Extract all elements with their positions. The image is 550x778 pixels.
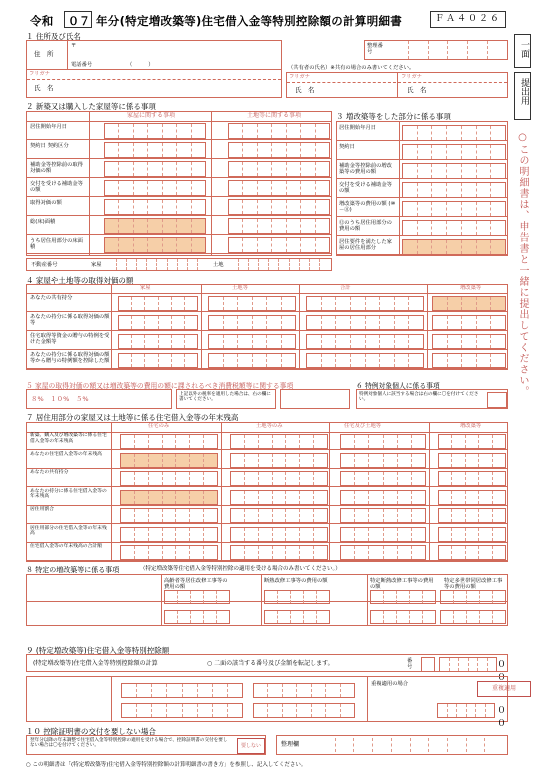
- s9-zeros2: ００: [497, 706, 507, 729]
- s7-both-cells[interactable]: [340, 453, 426, 468]
- s2-col-house: 家屋に関する事項: [127, 112, 176, 119]
- s7-col-renovation: 増改築等: [460, 423, 482, 429]
- name-input[interactable]: [67, 81, 277, 97]
- s8-cells[interactable]: [440, 610, 506, 624]
- s9-calc-note: (特定増改築等)住宅借入金等特別控除額の計算: [33, 660, 158, 667]
- s9-reduction-label: 重複適用の場合: [371, 681, 409, 687]
- year-value: ０７: [68, 15, 90, 28]
- s8-col-multigeneration: 特定多世帯同居改修工事等の費用の額: [444, 578, 503, 591]
- s7-land-cells[interactable]: [230, 434, 328, 449]
- s2-row-label: 総(床)面積: [30, 219, 56, 225]
- tax-rate-options: ８% １０% ５%: [31, 395, 89, 403]
- s4-col-renovation: 増改築等: [460, 285, 482, 291]
- submit-notice: ○この明細書は、申告書と一緒に提出してください。: [517, 132, 528, 397]
- s10-mark-check[interactable]: 要しない: [237, 738, 265, 754]
- s7-row-label: 新築、購入及び増改築等に係る住宅借入金等の年末残高: [30, 433, 107, 444]
- s2-land-cells[interactable]: [228, 180, 330, 196]
- s2-row-label: 契約日 契約区分: [30, 143, 69, 149]
- special-person-note: 特例対象個人に該当する場合は右の欄に〇を付けてください。: [359, 392, 479, 403]
- s7-land-cells[interactable]: [230, 471, 328, 486]
- section7-title: ７ 居住用部分の家屋又は土地等に係る住宅借入金等の年末残高: [26, 413, 239, 422]
- phone-label: 電話番号: [71, 62, 93, 68]
- s7-land-cells[interactable]: [230, 527, 328, 542]
- s2-house-cells[interactable]: [104, 123, 206, 139]
- s7-both-cells[interactable]: [340, 434, 426, 449]
- s3-cells[interactable]: [402, 163, 506, 179]
- special-person-box: [356, 389, 508, 409]
- s7-renovation-cells[interactable]: [438, 471, 506, 486]
- section10-title: １０ 控除証明書の交付を要しない場合: [26, 727, 156, 736]
- s2-land-cells[interactable]: [228, 142, 330, 158]
- section3-title: ３ 増改築等をした部分に係る事項: [336, 112, 451, 121]
- real-estate-land-cells[interactable]: [229, 259, 329, 270]
- s7-both-cells[interactable]: [340, 545, 426, 560]
- s7-house-cells[interactable]: [120, 545, 218, 560]
- s8-cells[interactable]: [164, 610, 230, 624]
- s3-row-label: 交付を受ける補助金等の額: [339, 182, 392, 195]
- section9-reduction: [26, 676, 516, 729]
- s7-row-label: 居住用部分の住宅借入金等の年末残高: [30, 525, 107, 537]
- tax-note-box: [176, 389, 276, 409]
- s7-house-cells[interactable]: [120, 471, 218, 486]
- tax-other-input[interactable]: [280, 389, 350, 409]
- s4-house-cells[interactable]: [118, 334, 198, 349]
- s4-row-label: あなたの持分に係る取得対価の額等: [30, 314, 110, 327]
- s4-row-label: あなたの共有持分: [30, 295, 73, 301]
- s2-land-cells[interactable]: [228, 123, 330, 139]
- phone-input[interactable]: （ ）: [127, 62, 154, 68]
- form-code: ＦＡ４０２６: [430, 11, 506, 28]
- s7-renovation-cells[interactable]: [438, 453, 506, 468]
- s4-land-cells[interactable]: [208, 296, 296, 311]
- section10-box: [26, 735, 266, 755]
- s2-row-label: 取得対価の額: [30, 200, 62, 206]
- s3-row-label: 増改築等の費用の額 (⑩－⑪): [339, 201, 396, 214]
- s9-calc-note2: ○ 二面の該当する番号及び金額を転記します。: [207, 660, 334, 667]
- s7-house-cells[interactable]: [120, 490, 218, 505]
- s7-col-land: 土地等のみ: [256, 423, 283, 429]
- real-estate-house-cells[interactable]: [107, 259, 207, 270]
- furigana-label: フリガナ: [29, 71, 50, 77]
- s3-row-label: 契約日: [339, 144, 355, 150]
- s3-cells[interactable]: [402, 220, 506, 236]
- s10-note: 翌年分以降の年末調整で住宅借入金等特別控除の適用を受ける場合で、控除証明書の交付を要しない場合は〇を付けてください。: [30, 738, 228, 749]
- real-estate-house-label: 家屋: [91, 262, 102, 268]
- s2-house-cells[interactable]: [104, 237, 206, 253]
- coowner-block: [286, 72, 508, 98]
- copy-label-box: [514, 34, 531, 68]
- year-field[interactable]: [64, 11, 92, 28]
- s7-both-cells[interactable]: [340, 471, 426, 486]
- name-label: 氏 名: [34, 84, 54, 92]
- s4-col-house: 家屋: [140, 285, 151, 291]
- s7-row-label: あなたの持分に係る住宅借入金等の年末残高: [30, 488, 107, 500]
- s4-total-cells[interactable]: [306, 296, 424, 311]
- submit-label: 提出用: [519, 78, 529, 105]
- real-estate-label: 不動産番号: [31, 262, 58, 268]
- coowner2-furigana-label: フリガナ: [401, 74, 422, 80]
- s7-col-both: 住宅及び土地等: [344, 423, 382, 429]
- s2-row-label: 補助金等控除前の取得対価の額: [30, 162, 83, 175]
- s2-land-cells[interactable]: [228, 237, 330, 253]
- s3-cells[interactable]: [402, 125, 506, 141]
- era-label: 令和: [30, 14, 54, 28]
- s4-land-cells[interactable]: [208, 353, 296, 368]
- s4-renovation-cells[interactable]: [432, 334, 506, 349]
- s2-row-label: 交付を受ける補助金等の額: [30, 181, 83, 194]
- address-input[interactable]: [71, 51, 271, 63]
- s3-cells[interactable]: [402, 201, 506, 217]
- real-estate-number-row: [26, 258, 332, 271]
- s4-land-cells[interactable]: [208, 315, 296, 330]
- s2-house-cells[interactable]: [104, 180, 206, 196]
- s4-row-label: あなたの持分に係る取得対価の額等から贈与の特例額を控除した額: [30, 352, 110, 365]
- s7-renovation-cells[interactable]: [438, 490, 506, 505]
- s8-cells[interactable]: [370, 610, 436, 624]
- s7-row-label: 居住用割合: [30, 507, 54, 512]
- section4-title: ４ 家屋や土地等の取得対価の額: [26, 276, 134, 285]
- s2-col-land: 土地等に関する事項: [247, 112, 302, 119]
- ref-number-cells[interactable]: [389, 41, 507, 59]
- s7-house-cells[interactable]: [120, 508, 218, 523]
- s2-row-label: うち居住用部分の床面積: [30, 238, 83, 251]
- section9-title: ９ (特定増改築等)住宅借入金等特別控除額: [26, 646, 170, 655]
- s7-renovation-cells[interactable]: [438, 508, 506, 523]
- s7-house-cells[interactable]: [120, 434, 218, 449]
- s9-detail-cells-d[interactable]: [253, 703, 355, 718]
- s7-row-label: あなたの共有持分: [30, 470, 69, 475]
- s9-detail-cells-b[interactable]: [121, 703, 243, 718]
- s8-cells[interactable]: [264, 590, 330, 604]
- s7-row-label: 住宅借入金等の年末残高の合計額: [30, 544, 102, 549]
- coowner2-name-label: 氏 名: [407, 86, 427, 94]
- s4-total-cells[interactable]: [306, 334, 424, 349]
- s8-cells[interactable]: [164, 590, 230, 604]
- s9-detail-cells-a[interactable]: [121, 683, 243, 698]
- s8-cells[interactable]: [440, 590, 506, 604]
- s8-col-elderly: 高齢者等居住改修工事等の費用の額: [164, 578, 228, 591]
- s4-renovation-cells[interactable]: [432, 353, 506, 368]
- s8-col-special-insulation: 特定断熱改修工事等の費用の額: [370, 578, 434, 591]
- section2-title: ２ 新築又は購入した家屋等に係る事項: [26, 102, 156, 111]
- submit-label-box: [514, 72, 531, 120]
- s4-renovation-cells[interactable]: [432, 315, 506, 330]
- s8-col-insulation: 断熱改修工事等の費用の額: [264, 578, 328, 584]
- special-person-check[interactable]: [487, 392, 507, 408]
- s4-house-cells[interactable]: [118, 353, 198, 368]
- section5-title: ５ 家屋の取得対価の額又は増改築等の費用の額に課されるべき消費税額等に関する事項: [26, 382, 294, 390]
- s9-number-input[interactable]: [421, 657, 435, 672]
- s8-cells[interactable]: [370, 590, 436, 604]
- section8-title: ８ 特定の増改築等に係る事項: [26, 566, 120, 574]
- s8-cells[interactable]: [264, 610, 330, 624]
- s3-row-label: 居住要件を満たした家屋の居住用部分: [339, 239, 392, 252]
- s7-renovation-cells[interactable]: [438, 545, 506, 560]
- s7-col-house: 住宅のみ: [148, 423, 170, 429]
- form-title: 年分(特定増改築等)住宅借入金等特別控除額の計算明細書: [96, 14, 403, 28]
- section9-calc-row: [26, 654, 508, 683]
- s9-zeros: ００: [497, 660, 507, 683]
- s4-renovation-cells[interactable]: [432, 296, 506, 311]
- coowner-furigana-label: フリガナ: [289, 74, 310, 80]
- section6-title: ６ 特例対象個人に係る事項: [356, 382, 440, 390]
- s7-land-cells[interactable]: [230, 490, 328, 505]
- s4-col-land: 土地等: [232, 285, 248, 291]
- copy-label: 一面: [519, 40, 529, 58]
- s9-reduction-cells[interactable]: [437, 703, 495, 718]
- ref-number-box: [364, 40, 508, 60]
- s2-house-cells[interactable]: [104, 142, 206, 158]
- s4-total-cells[interactable]: [306, 315, 424, 330]
- s7-row-label: あなたの住宅借入金等の年末残高: [30, 451, 102, 457]
- s3-row-label: 居住開始年月日: [339, 125, 377, 131]
- s7-land-cells[interactable]: [230, 508, 328, 523]
- s7-both-cells[interactable]: [340, 508, 426, 523]
- tax-rate-box[interactable]: [26, 389, 172, 409]
- coowner-note: （共有者の氏名）※共有の場合のみ書いてください。: [288, 65, 415, 71]
- ref-number-label: 整理番号: [367, 43, 383, 56]
- ref-area: [276, 735, 508, 755]
- s4-house-cells[interactable]: [118, 315, 198, 330]
- s7-land-cells[interactable]: [230, 545, 328, 560]
- section8-note: （特定増改築等住宅借入金等特別控除の適用を受ける場合のみ書いてください。）: [140, 566, 341, 572]
- s9-number-label: 番号: [407, 658, 413, 671]
- s2-row-label: 居住開始年月日: [30, 124, 68, 130]
- s3-row-label: ⑫のうち居住用部分の費用の額: [339, 220, 392, 233]
- tax-note: 上記以外の税率を適用した場合は、右の欄に書いてください。: [179, 392, 271, 403]
- s2-land-cells[interactable]: [228, 161, 330, 177]
- s4-land-cells[interactable]: [208, 334, 296, 349]
- s2-house-cells[interactable]: [104, 161, 206, 177]
- s4-row-label: 住宅取得等資金の贈与の特例を受けた金額等: [30, 333, 110, 346]
- s2-land-cells[interactable]: [228, 199, 330, 215]
- s3-row-label: 補助金等控除前の増改築等の費用の額: [339, 163, 392, 176]
- s3-cells[interactable]: [402, 144, 506, 160]
- s7-both-cells[interactable]: [340, 490, 426, 505]
- s4-house-cells[interactable]: [118, 296, 198, 311]
- s7-house-cells[interactable]: [120, 527, 218, 542]
- address-name-block: [26, 40, 282, 98]
- s7-land-cells[interactable]: [230, 453, 328, 468]
- s4-col-total: 合計: [340, 285, 351, 291]
- section1-title: １ 住所及び氏名: [26, 32, 81, 41]
- ref-area-cells[interactable]: [317, 738, 503, 752]
- footer-note: ○ この明細書は「(特定増改築等)住宅借入金等特別控除額の計算明細書の書き方」を参照し、記入してください。: [26, 762, 307, 768]
- s3-cells[interactable]: [402, 239, 506, 255]
- address-label: 住 所: [34, 50, 54, 58]
- s3-cells[interactable]: [402, 182, 506, 198]
- s7-renovation-cells[interactable]: [438, 527, 506, 542]
- ref-area-label: 整理欄: [281, 741, 300, 748]
- s4-total-cells[interactable]: [306, 353, 424, 368]
- coowner-name-label: 氏 名: [295, 86, 315, 94]
- s2-land-cells[interactable]: [228, 218, 330, 234]
- s2-house-cells[interactable]: [104, 218, 206, 234]
- s7-both-cells[interactable]: [340, 527, 426, 542]
- postal-mark: 〒: [71, 43, 77, 49]
- real-estate-land-label: 土地: [213, 262, 224, 268]
- s7-renovation-cells[interactable]: [438, 434, 506, 449]
- s9-stamp: 重複適用: [477, 681, 531, 697]
- s7-house-cells[interactable]: [120, 453, 218, 468]
- s9-amount-cells[interactable]: [439, 657, 497, 672]
- s2-house-cells[interactable]: [104, 199, 206, 215]
- s9-detail-cells-c[interactable]: [253, 683, 355, 698]
